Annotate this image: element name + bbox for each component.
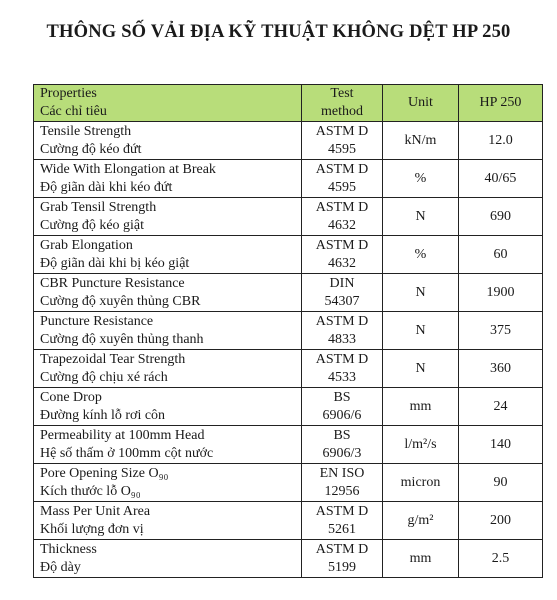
document-title: THÔNG SỐ VẢI ĐỊA KỸ THUẬT KHÔNG DỆT HP 250: [46, 22, 511, 42]
table-row: [34, 122, 543, 160]
property-name-vi: Hệ số thấm ở 100mm cột nước: [40, 445, 214, 461]
header-unit-label: Unit: [408, 95, 433, 110]
test-method-line2: 6906/6: [322, 407, 362, 423]
header-method-line2: method: [321, 104, 363, 119]
test-method-line2: 12956: [324, 483, 360, 499]
test-method-line1: ASTM D: [315, 541, 369, 557]
test-method-cell: [302, 312, 383, 350]
unit-cell: %: [383, 160, 459, 198]
test-method-cell: [302, 198, 383, 236]
property-name-en: Tensile Strength: [40, 123, 132, 139]
test-method-line2: 4632: [328, 255, 356, 271]
test-method-cell: [302, 160, 383, 198]
property-name-en: CBR Puncture Resistance: [40, 275, 185, 291]
table-row: [34, 464, 543, 502]
table-row: [34, 160, 543, 198]
test-method-line1: ASTM D: [315, 237, 369, 253]
header-method-line1: Test: [330, 86, 354, 101]
property-name-en: Permeability at 100mm Head: [40, 427, 205, 443]
test-method-line1: ASTM D: [315, 503, 369, 519]
value-cell: 2.5: [459, 540, 543, 578]
value-cell: 12.0: [459, 122, 543, 160]
test-method-cell: [302, 388, 383, 426]
table-row: [34, 312, 543, 350]
test-method-line2: 4533: [328, 369, 356, 385]
test-method-line1: ASTM D: [315, 313, 369, 329]
test-method-line2: 4595: [328, 141, 356, 157]
test-method-line1: DIN: [329, 275, 355, 291]
test-method-line2: 5199: [328, 559, 356, 575]
property-cell: [34, 236, 302, 274]
table-row: [34, 350, 543, 388]
test-method-cell: [302, 274, 383, 312]
value-cell: 24: [459, 388, 543, 426]
header-properties-en: Properties: [40, 86, 97, 101]
test-method-line2: 5261: [328, 521, 356, 537]
header-unit: [383, 85, 459, 122]
unit-cell: N: [383, 312, 459, 350]
property-cell: [34, 160, 302, 198]
property-name-vi: Cường độ xuyên thủng thanh: [40, 331, 204, 347]
property-name-en: Grab Elongation: [40, 237, 133, 253]
test-method-line1: ASTM D: [315, 351, 369, 367]
property-cell: [34, 122, 302, 160]
test-method-line2: 54307: [324, 293, 360, 309]
property-cell: [34, 502, 302, 540]
property-name-vi: Cường độ kéo giật: [40, 217, 145, 233]
property-name-en: Mass Per Unit Area: [40, 503, 151, 519]
test-method-cell: [302, 464, 383, 502]
test-method-line1: BS: [333, 389, 351, 405]
property-cell: [34, 274, 302, 312]
value-cell: 375: [459, 312, 543, 350]
property-name-vi: Độ giãn dài khi kéo đứt: [40, 179, 173, 195]
property-cell: [34, 426, 302, 464]
test-method-cell: [302, 502, 383, 540]
test-method-line2: 4595: [328, 179, 356, 195]
unit-cell: N: [383, 274, 459, 312]
test-method-line1: ASTM D: [315, 199, 369, 215]
property-cell: [34, 312, 302, 350]
table-row: [34, 540, 543, 578]
property-name-vi: Cường độ xuyên thủng CBR: [40, 293, 201, 309]
test-method-cell: [302, 350, 383, 388]
value-cell: 90: [459, 464, 543, 502]
value-cell: 140: [459, 426, 543, 464]
header-product: [459, 85, 543, 122]
value-cell: 200: [459, 502, 543, 540]
table-header-row: [34, 85, 543, 122]
header-properties: [34, 85, 302, 122]
value-cell: 60: [459, 236, 543, 274]
table-row: [34, 198, 543, 236]
value-cell: 1900: [459, 274, 543, 312]
unit-cell: N: [383, 198, 459, 236]
test-method-cell: [302, 122, 383, 160]
property-name-en: Thickness: [40, 541, 97, 557]
test-method-line1: BS: [333, 427, 351, 443]
property-cell: [34, 388, 302, 426]
table-row: [34, 388, 543, 426]
property-name-en: Cone Drop: [40, 389, 102, 405]
test-method-line1: ASTM D: [315, 161, 369, 177]
header-properties-vi: Các chỉ tiêu: [40, 104, 107, 119]
property-cell: [34, 198, 302, 236]
unit-cell: micron: [383, 464, 459, 502]
value-cell: 360: [459, 350, 543, 388]
unit-cell: %: [383, 236, 459, 274]
unit-cell: mm: [383, 388, 459, 426]
test-method-line2: 4632: [328, 217, 356, 233]
property-cell: [34, 540, 302, 578]
property-name-en: Trapezoidal Tear Strength: [40, 351, 186, 367]
table-row: [34, 426, 543, 464]
spec-table-body: [34, 85, 543, 578]
table-row: [34, 502, 543, 540]
unit-cell: l/m²/s: [383, 426, 459, 464]
test-method-line1: ASTM D: [315, 123, 369, 139]
property-name-en: Grab Tensil Strength: [40, 199, 157, 215]
spec-table: [33, 84, 543, 578]
header-test-method: [302, 85, 383, 122]
table-row: [34, 236, 543, 274]
header-product-label: HP 250: [479, 95, 522, 110]
property-cell: [34, 464, 302, 502]
property-name-vi: Độ giãn dài khi bị kéo giật: [40, 255, 190, 271]
value-cell: 690: [459, 198, 543, 236]
property-name-en: Wide With Elongation at Break: [40, 161, 216, 177]
test-method-cell: [302, 236, 383, 274]
table-row: [34, 274, 543, 312]
property-name-en: Pore Opening Size O₉₀: [40, 465, 169, 481]
property-name-vi: Cường độ kéo đứt: [40, 141, 142, 157]
unit-cell: N: [383, 350, 459, 388]
property-name-vi: Khối lượng đơn vị: [40, 521, 144, 537]
property-name-vi: Cường độ chịu xé rách: [40, 369, 168, 385]
unit-cell: g/m²: [383, 502, 459, 540]
test-method-cell: [302, 426, 383, 464]
property-name-vi: Kích thước lỗ O₉₀: [40, 483, 141, 499]
property-cell: [34, 350, 302, 388]
value-cell: 40/65: [459, 160, 543, 198]
test-method-line1: EN ISO: [319, 465, 365, 481]
property-name-vi: Đường kính lỗ rơi côn: [40, 407, 166, 423]
unit-cell: mm: [383, 540, 459, 578]
test-method-line2: 4833: [328, 331, 356, 347]
test-method-cell: [302, 540, 383, 578]
property-name-vi: Độ dày: [40, 559, 81, 575]
test-method-line2: 6906/3: [322, 445, 362, 461]
property-name-en: Puncture Resistance: [40, 313, 154, 329]
unit-cell: kN/m: [383, 122, 459, 160]
